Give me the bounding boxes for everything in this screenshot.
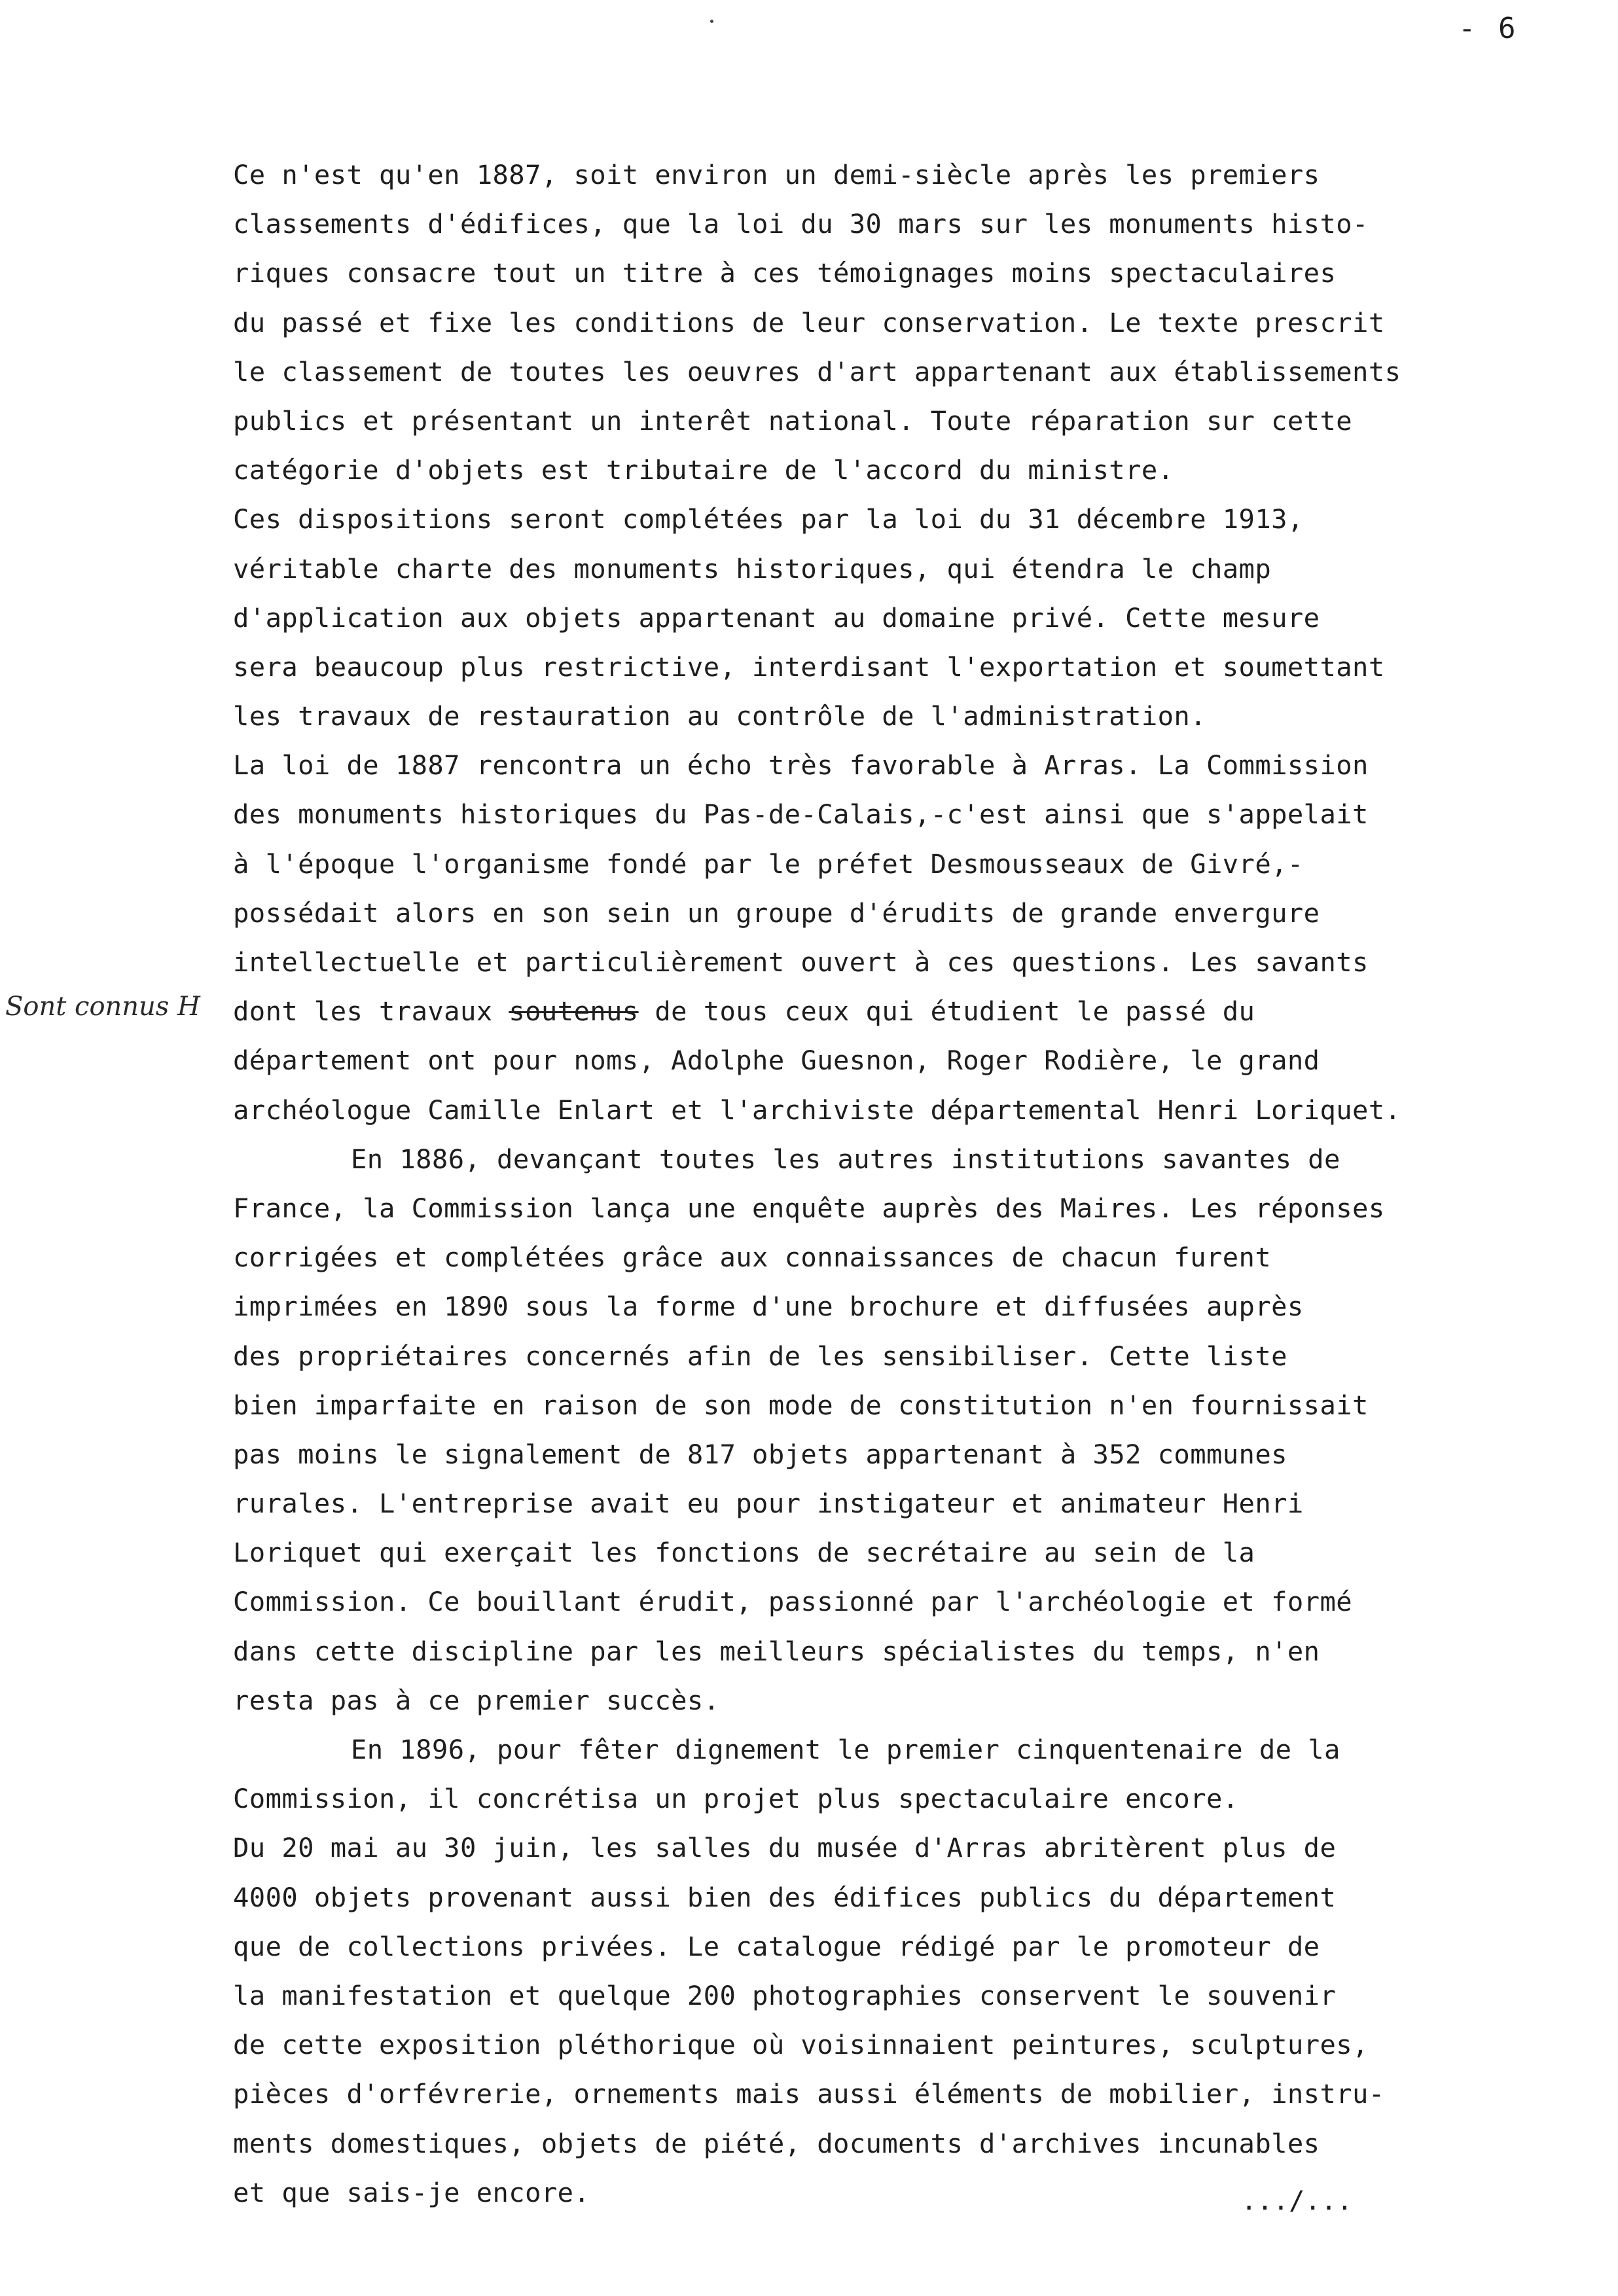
text-line: corrigées et complétées grâce aux connaissances de chacun furent	[233, 1242, 1272, 1274]
text-line: resta pas à ce premier succès.	[233, 1684, 720, 1716]
text-line: d'application aux objets appartenant au domaine privé. Cette mesure	[233, 601, 1320, 634]
text-line: à l'époque l'organisme fondé par le préfet Desmousseaux de Givré,-	[233, 848, 1304, 880]
text-line: sera beaucoup plus restrictive, interdisant l'exportation et soumettant	[233, 651, 1385, 683]
text-line: des propriétaires concernés afin de les sensibiliser. Cette liste	[233, 1340, 1287, 1372]
text-line: Commission. Ce bouillant érudit, passionné par l'archéologie et formé	[233, 1586, 1353, 1618]
text-line: des monuments historiques du Pas-de-Calais,-c'est ainsi que s'appelait	[233, 798, 1369, 831]
text-line: du passé et fixe les conditions de leur conservation. Le texte prescrit	[233, 306, 1385, 338]
page-number: - 6	[1458, 12, 1519, 45]
text-line: riques consacre tout un titre à ces témoignages moins spectaculaires	[233, 257, 1337, 289]
text-line: Commission, il concrétisa un projet plus spectaculaire encore.	[233, 1783, 1239, 1815]
continuation-mark: .../...	[1241, 2185, 1353, 2216]
text-line: possédait alors en son sein un groupe d'érudits de grande envergure	[233, 897, 1320, 929]
text-line: de cette exposition pléthorique où voisinnaient peintures, sculptures,	[233, 2029, 1369, 2061]
text-line: catégorie d'objets est tributaire de l'accord du ministre.	[233, 454, 1174, 486]
text-line: Ce n'est qu'en 1887, soit environ un demi-siècle après les premiers	[233, 159, 1320, 190]
text-line: France, la Commission lança une enquête auprès des Maires. Les réponses	[233, 1192, 1385, 1224]
text-line: En 1886, devançant toutes les autres institutions savantes de	[351, 1143, 1340, 1175]
text-line: et que sais-je encore.	[233, 2176, 590, 2208]
text-line: Ces dispositions seront complétées par la loi du 31 décembre 1913,	[233, 503, 1304, 535]
text-line: rurales. L'entreprise avait eu pour instigateur et animateur Henri	[233, 1488, 1304, 1520]
scan-speck	[710, 20, 713, 23]
text-line: En 1896, pour fêter dignement le premier cinquentenaire de la	[351, 1734, 1340, 1765]
text-line: Loriquet qui exerçait les fonctions de secrétaire au sein de la	[233, 1537, 1255, 1569]
text-line: ments domestiques, objets de piété, documents d'archives incunables	[233, 2127, 1320, 2159]
text-line: archéologue Camille Enlart et l'archiviste départemental Henri Loriquet.	[233, 1094, 1401, 1126]
text-line: département ont pour noms, Adolphe Guesnon, Roger Rodière, le grand	[233, 1045, 1320, 1077]
text-line: imprimées en 1890 sous la forme d'une brochure et diffusées auprès	[233, 1291, 1304, 1323]
text-line: que de collections privées. Le catalogue rédigé par le promoteur de	[233, 1930, 1320, 1962]
text-segment: dont les travaux	[233, 996, 509, 1028]
text-line: La loi de 1887 rencontra un écho très favorable à Arras. La Commission	[233, 749, 1369, 781]
text-line: classements d'édifices, que la loi du 30 mars sur les monuments histo-	[233, 208, 1369, 240]
text-line: dans cette discipline par les meilleurs spécialistes du temps, n'en	[233, 1635, 1320, 1667]
text-line: Du 20 mai au 30 juin, les salles du musée d'Arras abritèrent plus de	[233, 1832, 1337, 1864]
text-line: la manifestation et quelque 200 photographies conservent le souvenir	[233, 1979, 1337, 2011]
text-line: publics et présentant un interêt national. Toute réparation sur cette	[233, 404, 1353, 437]
text-line: pièces d'orfévrerie, ornements mais aussi éléments de mobilier, instru-	[233, 2078, 1385, 2110]
text-line: le classement de toutes les oeuvres d'art appartenant aux établissements	[233, 355, 1401, 387]
text-line: intellectuelle et particulièrement ouvert à ces questions. Les savants	[233, 946, 1369, 978]
text-segment: de tous ceux qui étudient le passé du	[638, 996, 1255, 1028]
text-line: pas moins le signalement de 817 objets appartenant à 352 communes	[233, 1438, 1287, 1470]
text-line: les travaux de restauration au contrôle de l'administration.	[233, 700, 1206, 732]
text-line: bien imparfaite en raison de son mode de constitution n'en fournissait	[233, 1389, 1369, 1421]
handwritten-margin-note: Sont connus H	[5, 992, 200, 1022]
text-line: véritable charte des monuments historiques, qui étendra le champ	[233, 552, 1272, 584]
text-line: 4000 objets provenant aussi bien des édifices publics du département	[233, 1881, 1337, 1913]
struck-word: soutenus	[509, 996, 639, 1028]
body-text	[233, 151, 1594, 2217]
text-line-with-strikethrough	[233, 987, 1594, 1036]
